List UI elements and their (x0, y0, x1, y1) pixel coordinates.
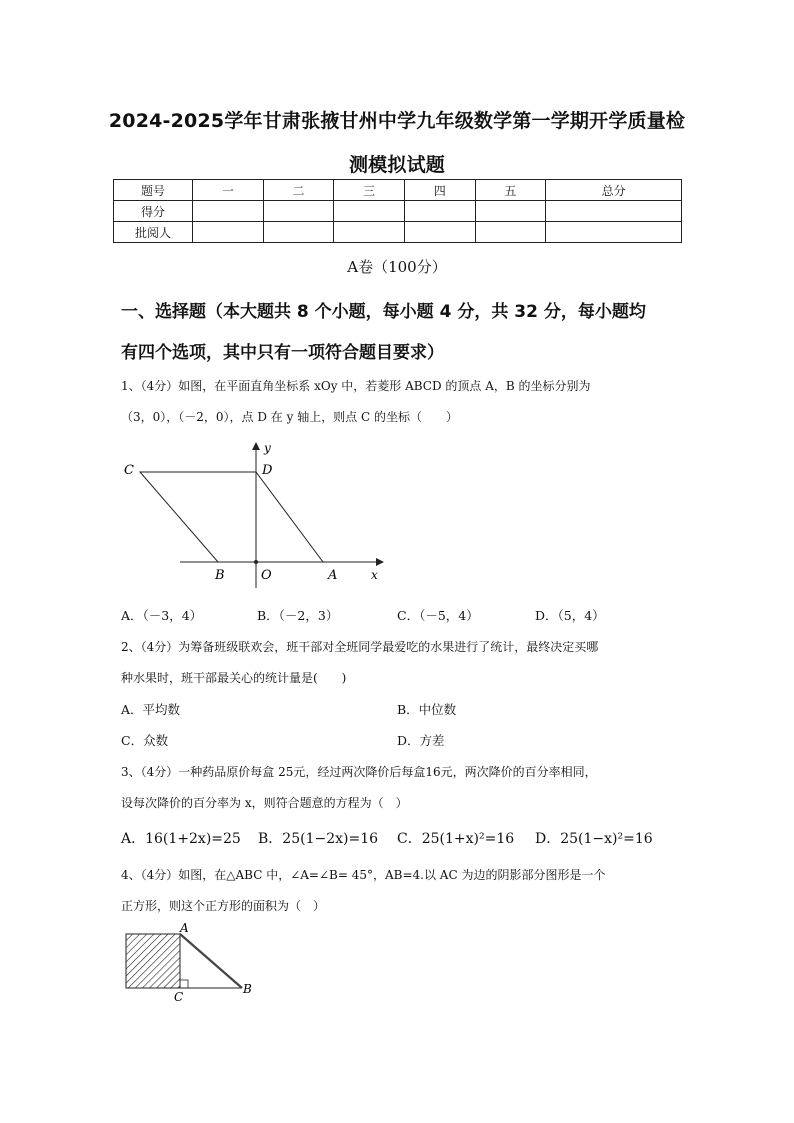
score-table-header-row (114, 180, 682, 201)
question-3-text: 3、（4分）一种药品原价每盒 25元，经过两次降价后每盒16元，两次降价的百分率相同， (121, 765, 597, 779)
label-c: C (124, 463, 134, 478)
rhombus-figure (118, 436, 388, 596)
question-1-option-a: A．（－3，4） (121, 608, 203, 623)
question-4-text-continued: 正方形，则这个正方形的面积为（ ） (121, 899, 326, 913)
question-1-option-c: C．（－5，4） (397, 608, 479, 623)
table-cell: 二 (263, 180, 334, 201)
table-cell (193, 201, 264, 222)
part-heading-continued: 有四个选项，其中只有一项符合题目要求） (121, 343, 444, 363)
table-cell (334, 222, 405, 243)
page-title: 2024-2025学年甘肃张掖甘州中学九年级数学第一学期开学质量检 (108, 110, 686, 132)
question-1-option-d: D．（5，4） (535, 608, 605, 623)
table-cell (475, 222, 546, 243)
label-b: B (243, 982, 252, 996)
table-cell (546, 222, 682, 243)
part-heading: 一、选择题（本大题共 8 个小题，每小题 4 分，共 32 分，每小题均 (121, 302, 646, 322)
label-d: D (262, 463, 273, 478)
label-y: y (264, 441, 271, 455)
question-4-text: 4、（4分）如图，在△ABC 中，∠A=∠B= 45°，AB=4.以 AC 为边的阴影部分图形是一个 (121, 868, 606, 882)
question-3-option-a: A．16(1+2x)=25 (121, 831, 241, 847)
table-cell: 三 (334, 180, 405, 201)
y-axis-arrow-icon (252, 442, 260, 450)
table-cell: 五 (475, 180, 546, 201)
table-cell: 批阅人 (114, 222, 193, 243)
label-a: A (328, 568, 338, 583)
table-cell: 总分 (546, 180, 682, 201)
table-cell: 一 (193, 180, 264, 201)
label-b: B (215, 568, 225, 583)
table-cell: 题号 (114, 180, 193, 201)
question-1-option-b: B．（－2，3） (257, 608, 339, 623)
question-2-option-d: D．方差 (397, 733, 445, 748)
right-angle-mark (180, 980, 188, 988)
table-cell: 四 (404, 180, 475, 201)
label-x: x (371, 568, 378, 582)
question-2-option-a: A．平均数 (121, 702, 181, 717)
score-table (113, 179, 682, 243)
question-2-option-b: B．中位数 (397, 702, 457, 717)
table-row (114, 222, 682, 243)
table-cell (546, 201, 682, 222)
section-heading: A卷（100分） (347, 258, 447, 276)
question-1-text-continued: （3，0），（－2，0），点 D 在 y 轴上，则点 C 的坐标（ ） (121, 410, 459, 424)
rhombus-abcd (140, 472, 323, 562)
table-cell (263, 201, 334, 222)
label-o: O (261, 568, 272, 583)
page-title-continued: 测模拟试题 (348, 154, 445, 176)
label-c: C (174, 990, 184, 1004)
origin-point (254, 560, 258, 564)
question-3-option-c: C．25(1+x)²=16 (397, 831, 515, 847)
question-2-text-continued: 种水果时，班干部最关心的统计量是( ) (121, 671, 347, 685)
table-cell (404, 222, 475, 243)
shaded-square (126, 934, 180, 988)
x-axis-arrow-icon (376, 558, 384, 566)
question-3-option-b: B．25(1−2x)=16 (258, 831, 379, 847)
table-cell (263, 222, 334, 243)
table-cell (334, 201, 405, 222)
table-cell (193, 222, 264, 243)
label-a: A (180, 921, 189, 935)
question-2-text: 2、（4分）为筹备班级联欢会，班干部对全班同学最爱吃的水果进行了统计，最终决定买哪 (121, 640, 599, 654)
table-cell (404, 201, 475, 222)
triangle-square-figure (118, 920, 268, 1006)
table-cell: 得分 (114, 201, 193, 222)
question-1-text: 1、（4分）如图，在平面直角坐标系 xOy 中，若菱形 ABCD 的顶点 A，B 的坐标分别为 (121, 379, 591, 393)
question-3-option-d: D．25(1−x)²=16 (535, 831, 653, 847)
segment-ab (180, 934, 242, 988)
table-cell (475, 201, 546, 222)
question-3-text-continued: 设每次降价的百分率为 x，则符合题意的方程为（ ） (121, 796, 408, 810)
question-2-option-c: C．众数 (121, 733, 169, 748)
table-row (114, 201, 682, 222)
